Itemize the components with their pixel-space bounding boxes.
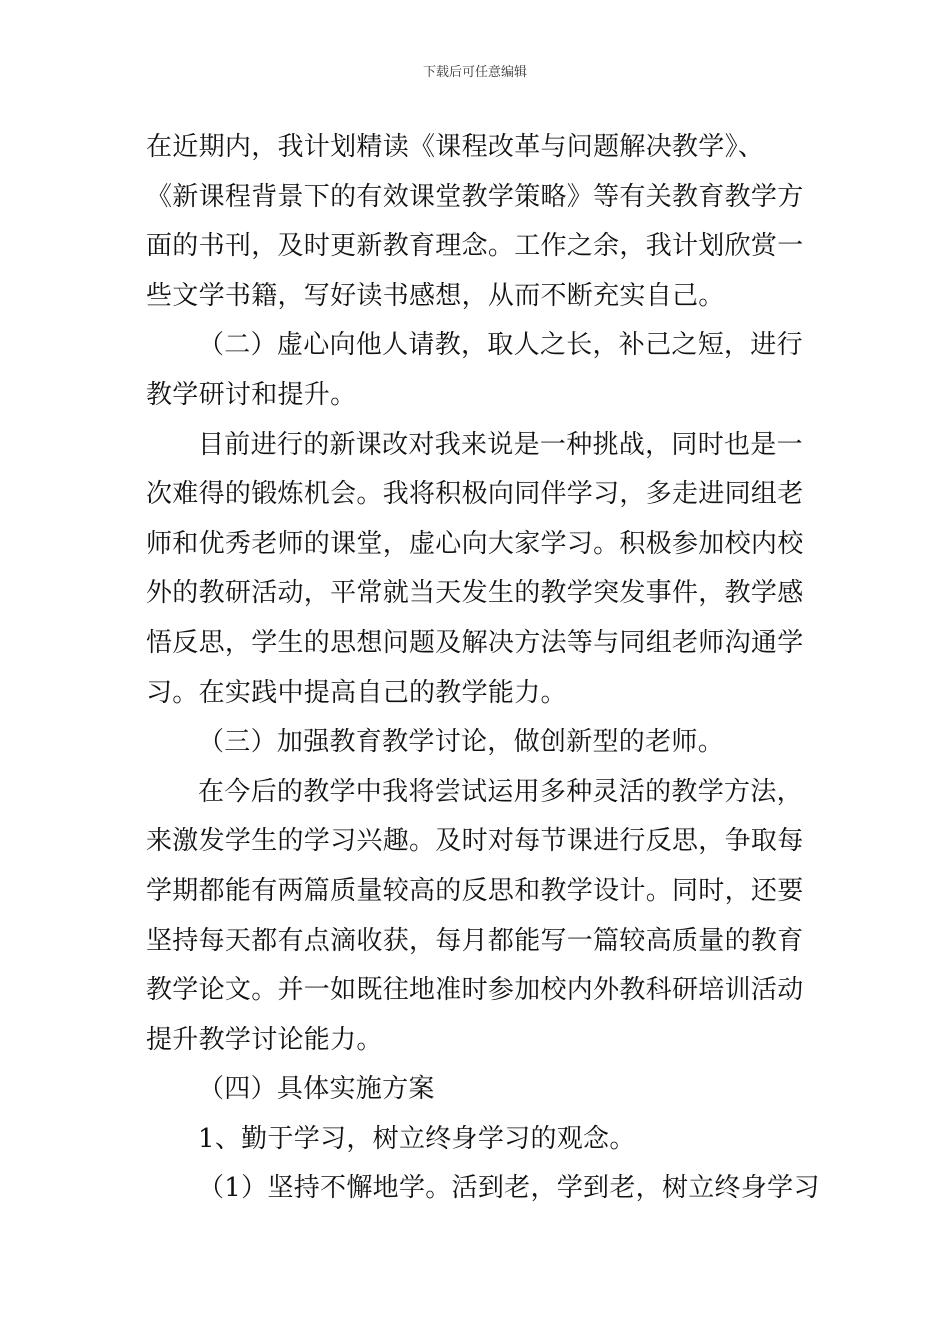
document-body [146,123,820,1214]
text-line: 教学研讨和提升。 [146,379,357,410]
page-header-note: 下载后可任意编辑 [422,65,527,80]
text-line: 次难得的锻炼机会。我将积极向同伴学习，多走进同组老 [146,479,804,510]
text-line: 提升教学讨论能力。 [146,1024,383,1055]
text-line: 《新课程背景下的有效课堂教学策略》等有关教育教学方 [146,181,804,212]
text-line: 学期都能有两篇质量较高的反思和教学设计。同时，还要 [146,875,804,906]
text-line: 些文学书籍，写好读书感想，从而不断充实自己。 [146,280,725,311]
text-line: （1）坚持不懈地学。活到老，学到老，树立终身学习 [198,1173,820,1204]
text-line: 目前进行的新课改对我来说是一种挑战，同时也是一 [198,429,803,460]
text-line: （四）具体实施方案 [198,1074,435,1105]
text-line: 坚持每天都有点滴收获，每月都能写一篇较高质量的教育 [146,925,804,956]
text-line: 1、勤于学习，树立终身学习的观念。 [198,1123,636,1154]
text-line: 师和优秀老师的课堂，虚心向大家学习。积极参加校内校 [146,528,804,559]
text-line: 来激发学生的学习兴趣。及时对每节课进行反思，争取每 [146,826,804,857]
text-line: （三）加强教育教学讨论，做创新型的老师。 [198,727,725,758]
text-line: 悟反思，学生的思想问题及解决方法等与同组老师沟通学 [146,627,804,658]
text-line: 习。在实践中提高自己的教学能力。 [146,677,567,708]
text-line: 在今后的教学中我将尝试运用多种灵活的教学方法， [198,776,803,807]
text-line: （二）虚心向他人请教，取人之长，补己之短，进行 [198,330,803,361]
text-line: 教学论文。并一如既往地准时参加校内外教科研培训活动 [146,975,804,1006]
text-line: 在近期内，我计划精读《课程改革与问题解决教学》、 [146,132,765,162]
text-line: 面的书刊，及时更新教育理念。工作之余，我计划欣赏一 [146,231,804,262]
text-line: 外的教研活动，平常就当天发生的教学突发事件，教学感 [146,578,804,609]
